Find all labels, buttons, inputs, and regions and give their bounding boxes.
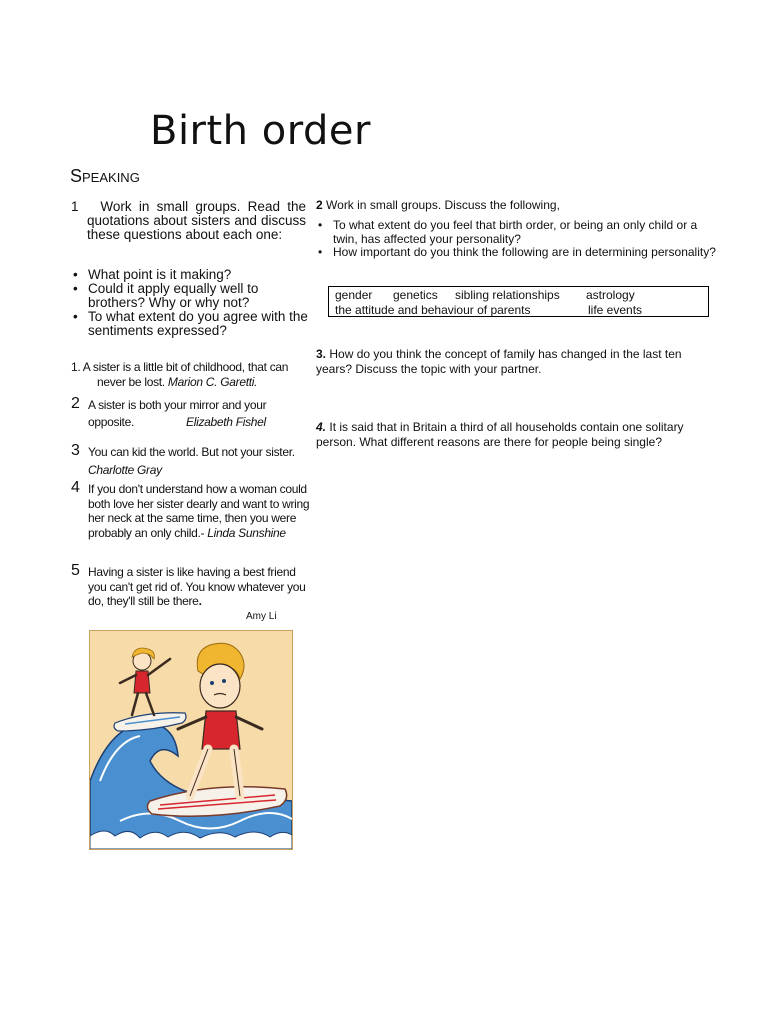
- surfing-sisters-illustration: [89, 630, 293, 850]
- quote-5: [71, 562, 311, 609]
- quote-text-cont: opposite.: [88, 415, 135, 429]
- quote-author: Amy Li: [246, 611, 277, 622]
- question-2: [316, 198, 711, 213]
- page-title: Birth order: [150, 108, 371, 154]
- question-2-bullets: [316, 219, 716, 260]
- section-heading-initial: S: [70, 166, 83, 186]
- quote-author: Elizabeth Fishel: [186, 415, 266, 429]
- question-1-bullets: [71, 268, 311, 338]
- quote-author: Linda Sunshine: [207, 525, 286, 540]
- quote-4: [71, 479, 311, 540]
- question-3: [316, 347, 711, 376]
- question-1: [71, 200, 306, 242]
- surfing-sisters-cartoon-icon: [90, 631, 292, 849]
- quote-text-end: .: [198, 594, 202, 608]
- quote-text: If you don't understand how a woman could both love her sister dearly and want to wring her neck at the same time, then you were probably an only child.-: [88, 482, 310, 540]
- quote-author: Marion C. Garetti.: [167, 375, 258, 389]
- quote-number: 5: [71, 562, 80, 579]
- question-4-number: 4.: [316, 420, 327, 434]
- quote-text: A sister is both your mirror and your: [88, 398, 267, 412]
- quote-number: 3: [71, 442, 80, 459]
- personality-factors-box: [328, 286, 709, 317]
- question-2-number: 2: [316, 198, 323, 212]
- question-4-text: It is said that in Britain a third of all households contain one solitary person. What different reasons are there for people being single?: [316, 420, 684, 449]
- section-heading: [70, 166, 140, 187]
- list-item: • To what extent do you feel that birth order, or being an only child or a twin, has affected your personality?: [316, 219, 716, 246]
- quote-2: [71, 397, 311, 431]
- question-1-text: Work in small groups. Read the quotations about sisters and discuss these questions about each one:: [87, 199, 306, 242]
- factor-label: astrology: [586, 288, 635, 302]
- list-item: • Could it apply equally well to brothers? Why or why not?: [71, 282, 311, 310]
- quote-number: 4: [71, 479, 80, 496]
- list-item: • To what extent do you agree with the sentiments expressed?: [71, 310, 311, 338]
- quote-author: Charlotte Gray: [88, 463, 162, 477]
- list-item: • How important do you think the following are in determining personality?: [316, 246, 716, 260]
- question-4: [316, 420, 711, 449]
- quote-number: 2: [71, 395, 80, 412]
- factor-label: sibling relationships: [455, 288, 560, 302]
- quote-1: [71, 360, 311, 390]
- section-heading-rest: PEAKING: [82, 170, 140, 185]
- factor-label: the attitude and behaviour of parents: [335, 302, 531, 317]
- quote-3: [71, 443, 311, 479]
- factor-label: gender: [335, 288, 373, 302]
- factor-label: life events: [588, 302, 643, 317]
- question-2-text: Work in small groups. Discuss the following,: [326, 198, 560, 212]
- factor-label: genetics: [393, 288, 438, 302]
- quote-number: 1.: [71, 360, 81, 374]
- list-item: • What point is it making?: [71, 268, 311, 282]
- quote-text: A sister is a little bit of childhood, that can: [82, 360, 289, 374]
- quote-text: Having a sister is like having a best friend you can't get rid of. You know whatever you do, they'll still be there: [88, 565, 306, 608]
- question-1-number: 1: [71, 199, 79, 214]
- quote-text: You can kid the world. But not your sister.: [88, 445, 295, 459]
- quote-text-cont: never be lost.: [97, 375, 165, 389]
- question-3-text: How do you think the concept of family has changed in the last ten years? Discuss the topic with your partner.: [316, 347, 682, 376]
- question-3-number: 3.: [316, 347, 327, 361]
